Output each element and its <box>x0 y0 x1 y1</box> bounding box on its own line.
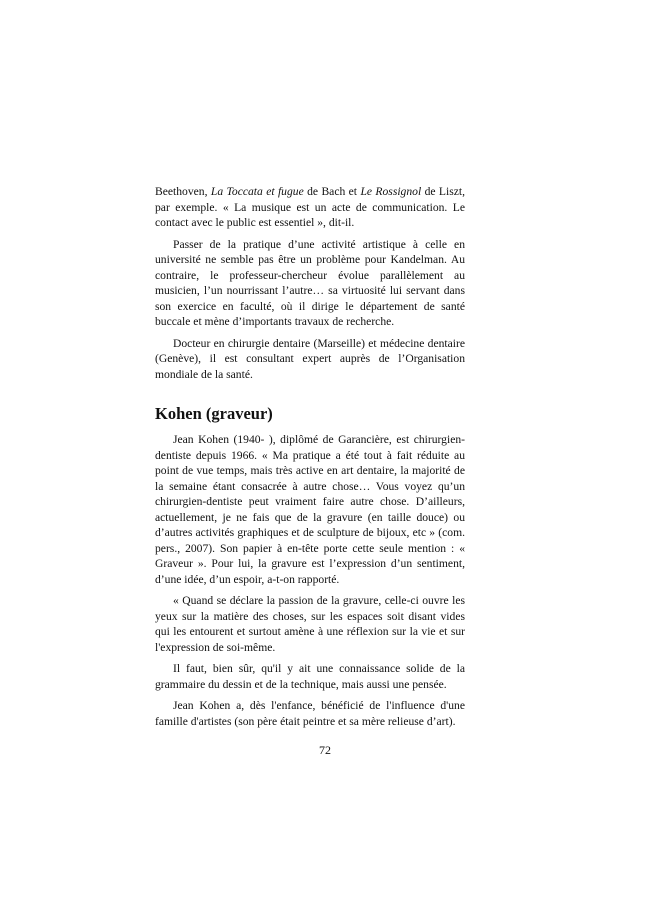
section-heading-kohen: Kohen (graveur) <box>155 404 273 423</box>
work-title-rossignol: Le Rossignol <box>360 185 422 198</box>
paragraph-kohen-family: Jean Kohen a, dès l'enfance, bénéficié de l'influence d'une famille d'artistes (son père était peintre et sa mère relieuse d’art). <box>155 699 465 728</box>
paragraph-kandelman-doctor: Docteur en chirurgie dentaire (Marseille) et médecine dentaire (Genève), il est consultant expert auprès de l’Organisation mondiale de la santé. <box>155 336 465 381</box>
paragraph-kohen-quote: « Quand se déclare la passion de la gravure, celle-ci ouvre les yeux sur la matière des choses, sur les espaces soit disant vides qui les entourent et surtout amène à une réflexion sur la vie et sur l'expression de soi-même. <box>155 594 465 654</box>
work-title-toccata: La Toccata et fugue <box>210 185 304 198</box>
paragraph-kohen-grammar: Il faut, bien sûr, qu'il y ait une connaissance solide de la grammaire du dessin et de la technique, mais aussi une pensée. <box>155 662 465 691</box>
text-segment: de Bach et <box>303 185 361 198</box>
page-number: 72 <box>319 743 331 757</box>
text-segment: de Liszt, par exemple. « La musique est un acte de communication. Le contact avec le public est essentiel », dit-il. <box>155 185 465 229</box>
paragraph-kandelman-university: Passer de la pratique d’une activité artistique à celle en université ne semble pas être un problème pour Kandelman. Au contraire, le professeur-chercheur évolue parallèlement au musicien, l’un nourrissant l’autre… sa virtuosité lui servant dans son exercice en faculté, où il dirige le département de santé buccale et mène d’importants travaux de recherche. <box>155 237 465 328</box>
page-text-block <box>155 184 465 735</box>
text-segment: Beethoven, <box>155 185 211 198</box>
paragraph-beethoven <box>155 184 465 231</box>
paragraph-kohen-intro: Jean Kohen (1940- ), diplômé de Garancière, est chirurgien-dentiste depuis 1966. « Ma pratique a été tout à fait réduite au point de vue temps, mais très active en art dentaire, la majorité de la semaine étant consacrée à autre chose… Vous voyez qu’un chirurgien-dentiste peut vraiment faire autre chose. D’ailleurs, actuellement, je ne fais que de la gravure (en taille douce) ou d’autres activités graphiques et de sculpture de bijoux, etc » (com. pers., 2007). Son papier à en-tête porte cette seule mention : « Graveur ». Pour lui, la gravure est l’expression d’un sentiment, d’une idée, d’un espoir, a-t-on rapporté. <box>155 433 465 586</box>
